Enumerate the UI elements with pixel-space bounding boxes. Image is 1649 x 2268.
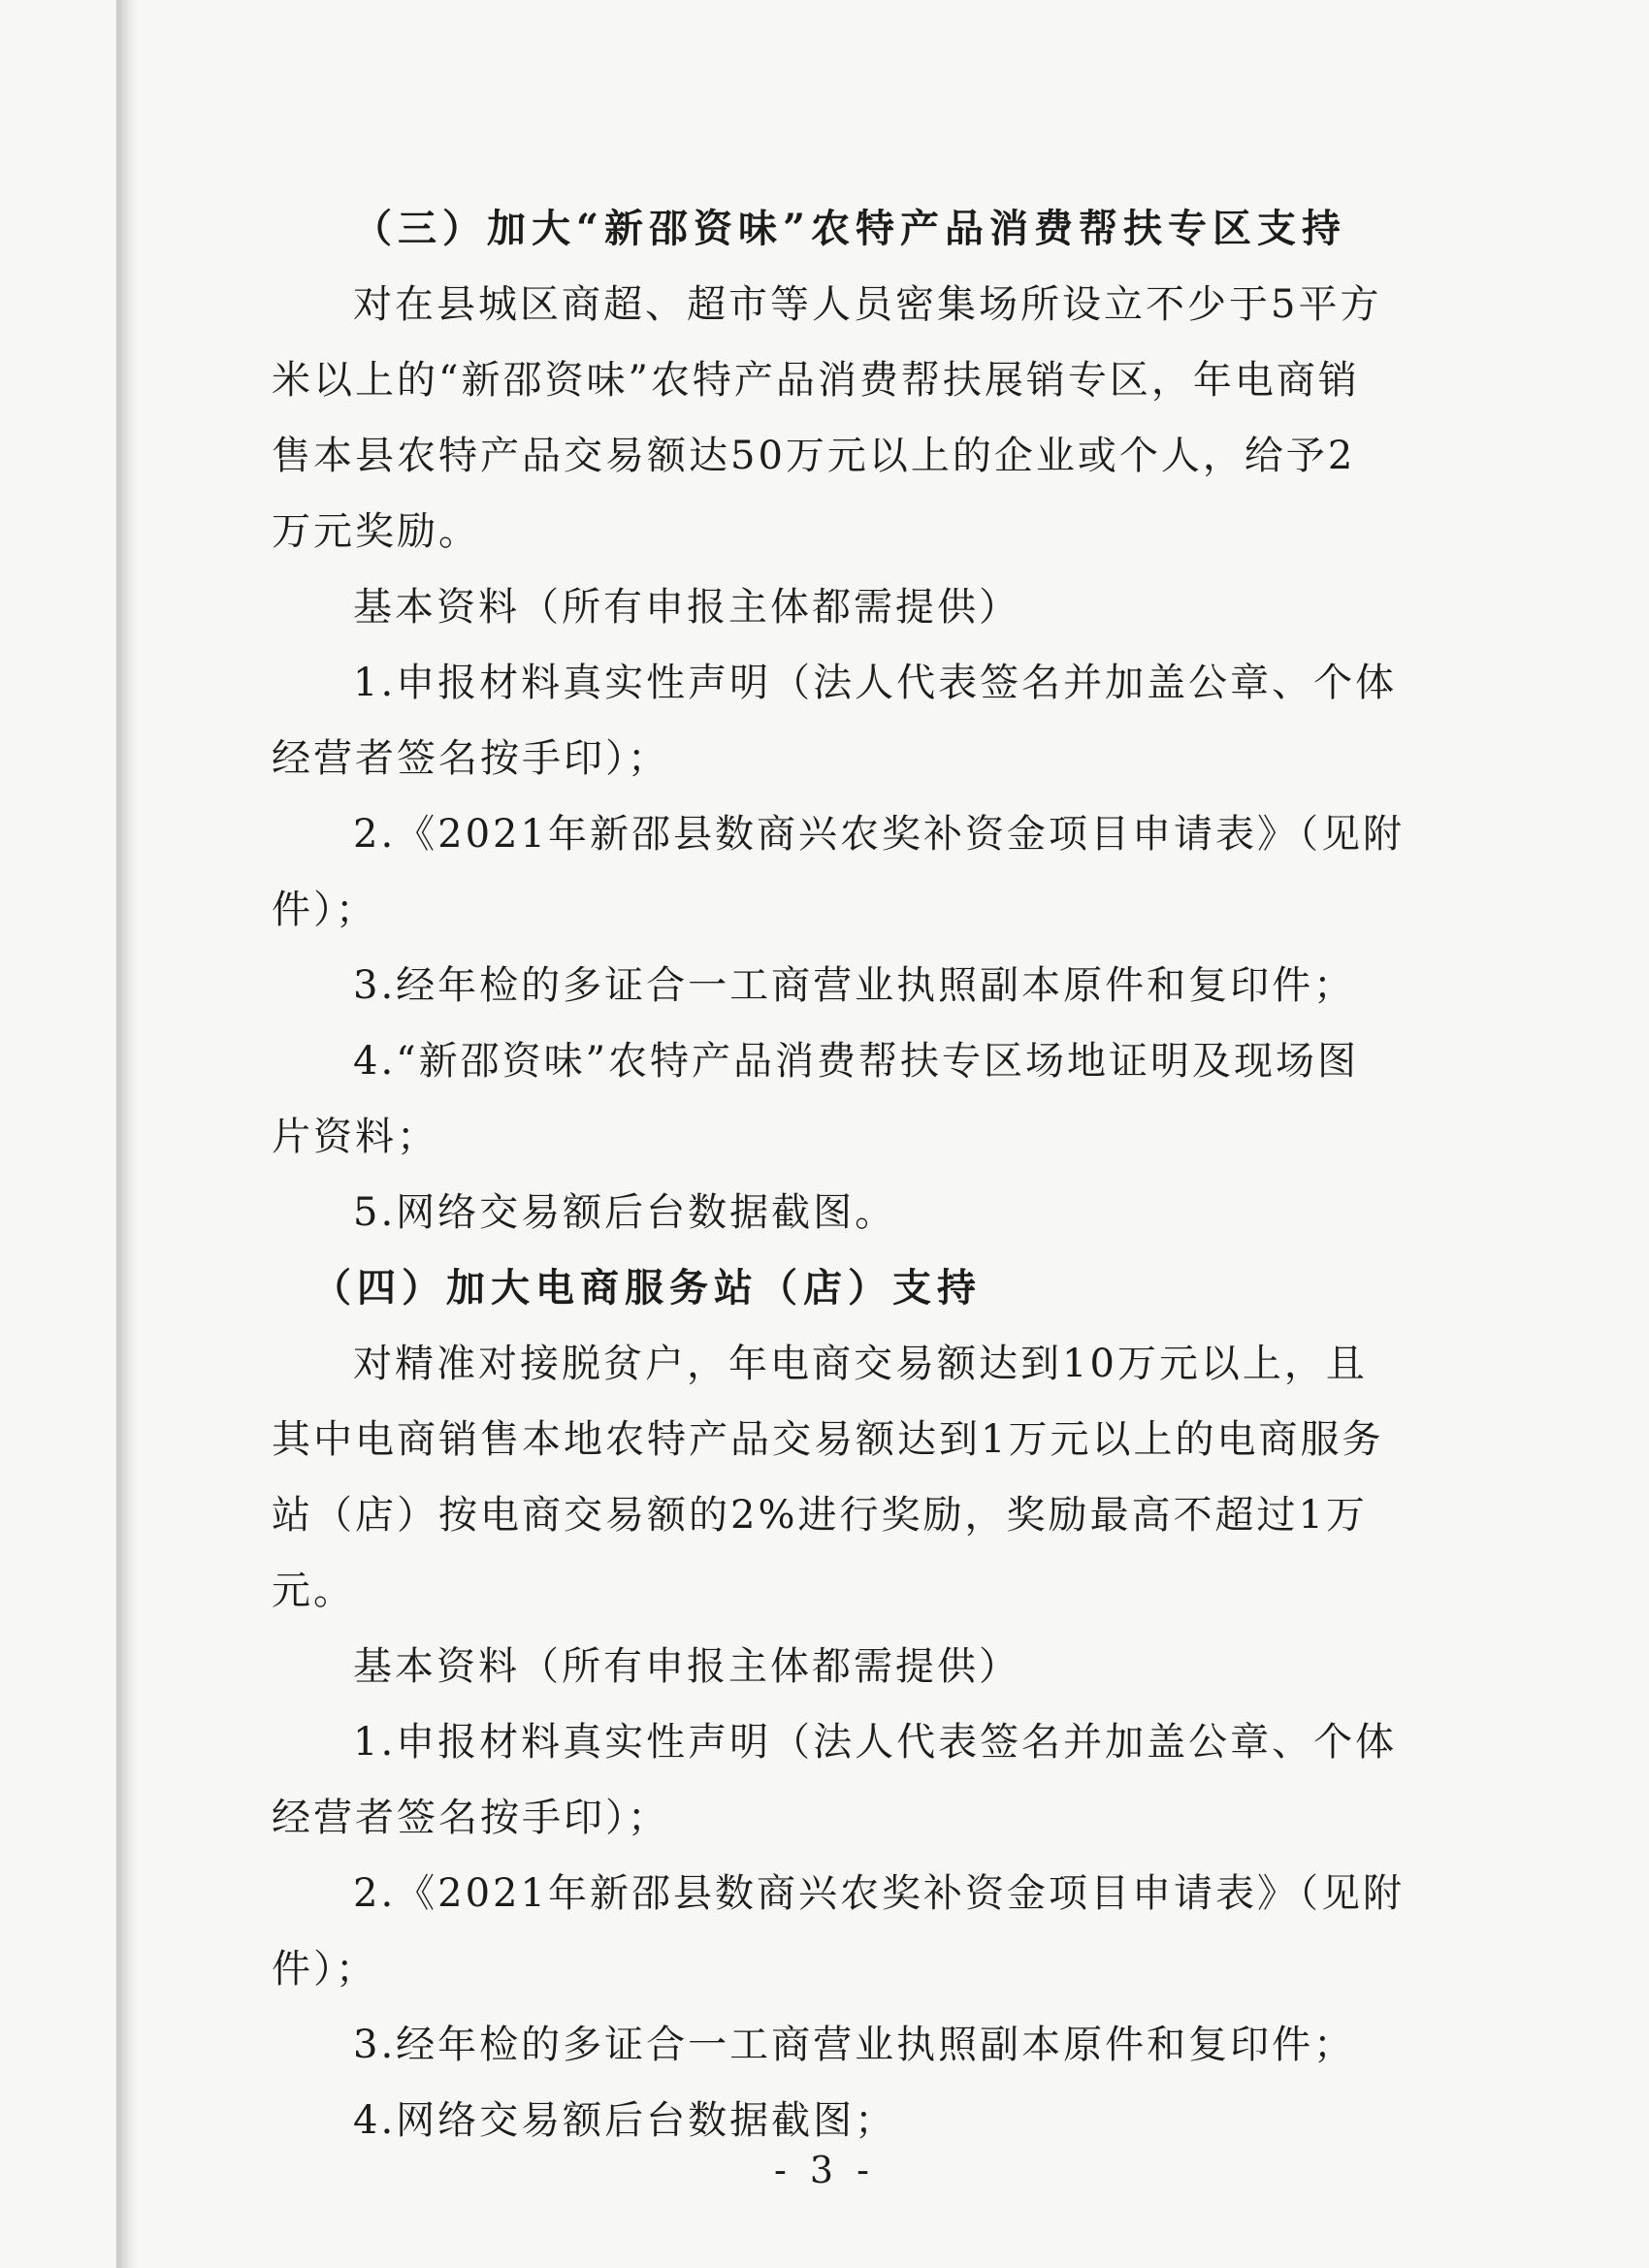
list-item: 2.《2021年新邵县数商兴农奖补资金项目申请表》（见附 [353, 812, 1405, 857]
list-item: 4.网络交易额后台数据截图； [353, 2098, 897, 2143]
list-item-continuation: 件）； [272, 1947, 377, 1992]
list-item: 1.申报材料真实性声明（法人代表签名并加盖公章、个体 [353, 1720, 1398, 1765]
list-item: 4.“新邵资味”农特产品消费帮扶专区场地证明及现场图 [353, 1039, 1360, 1084]
list-item-continuation: 件）； [272, 888, 377, 932]
paragraph-line: 元。 [272, 1569, 355, 1613]
list-item-continuation: 经营者签名按手印）； [272, 736, 669, 781]
materials-heading: 基本资料（所有申报主体都需提供） [353, 1644, 1020, 1689]
list-item: 3.经年检的多证合一工商营业执照副本原件和复印件； [353, 963, 1356, 1008]
list-item-continuation: 经营者签名按手印）； [272, 1796, 669, 1840]
list-item-continuation: 片资料； [272, 1115, 438, 1159]
list-item: 1.申报材料真实性声明（法人代表签名并加盖公章、个体 [353, 661, 1398, 705]
paragraph-line: 站（店）按电商交易额的2%进行奖励，奖励最高不超过1万 [272, 1493, 1368, 1538]
scan-binding-shadow [116, 0, 138, 2268]
materials-heading: 基本资料（所有申报主体都需提供） [353, 585, 1020, 630]
paragraph-line: 对在县城区商超、超市等人员密集场所设立不少于5平方 [353, 282, 1382, 327]
paragraph-line: 售本县农特产品交易额达50万元以上的企业或个人，给予2 [272, 434, 1356, 478]
paragraph-line: 米以上的“新邵资味”农特产品消费帮扶展销专区，年电商销 [272, 358, 1360, 403]
list-item: 3.经年检的多证合一工商营业执照副本原件和复印件； [353, 2023, 1356, 2067]
paragraph-line: 其中电商销售本地农特产品交易额达到1万元以上的电商服务 [272, 1417, 1384, 1462]
list-item: 5.网络交易额后台数据截图。 [353, 1190, 897, 1235]
section-heading-3: （三）加大“新邵资味”农特产品消费帮扶专区支持 [353, 206, 1347, 251]
list-item: 2.《2021年新邵县数商兴农奖补资金项目申请表》（见附 [353, 1871, 1405, 1916]
page-number: - 3 - [773, 2149, 875, 2191]
paragraph-line: 万元奖励。 [272, 509, 480, 554]
section-heading-4: （四）加大电商服务站（店）支持 [312, 1265, 982, 1311]
paragraph-line: 对精准对接脱贫户，年电商交易额达到10万元以上，且 [353, 1342, 1368, 1386]
